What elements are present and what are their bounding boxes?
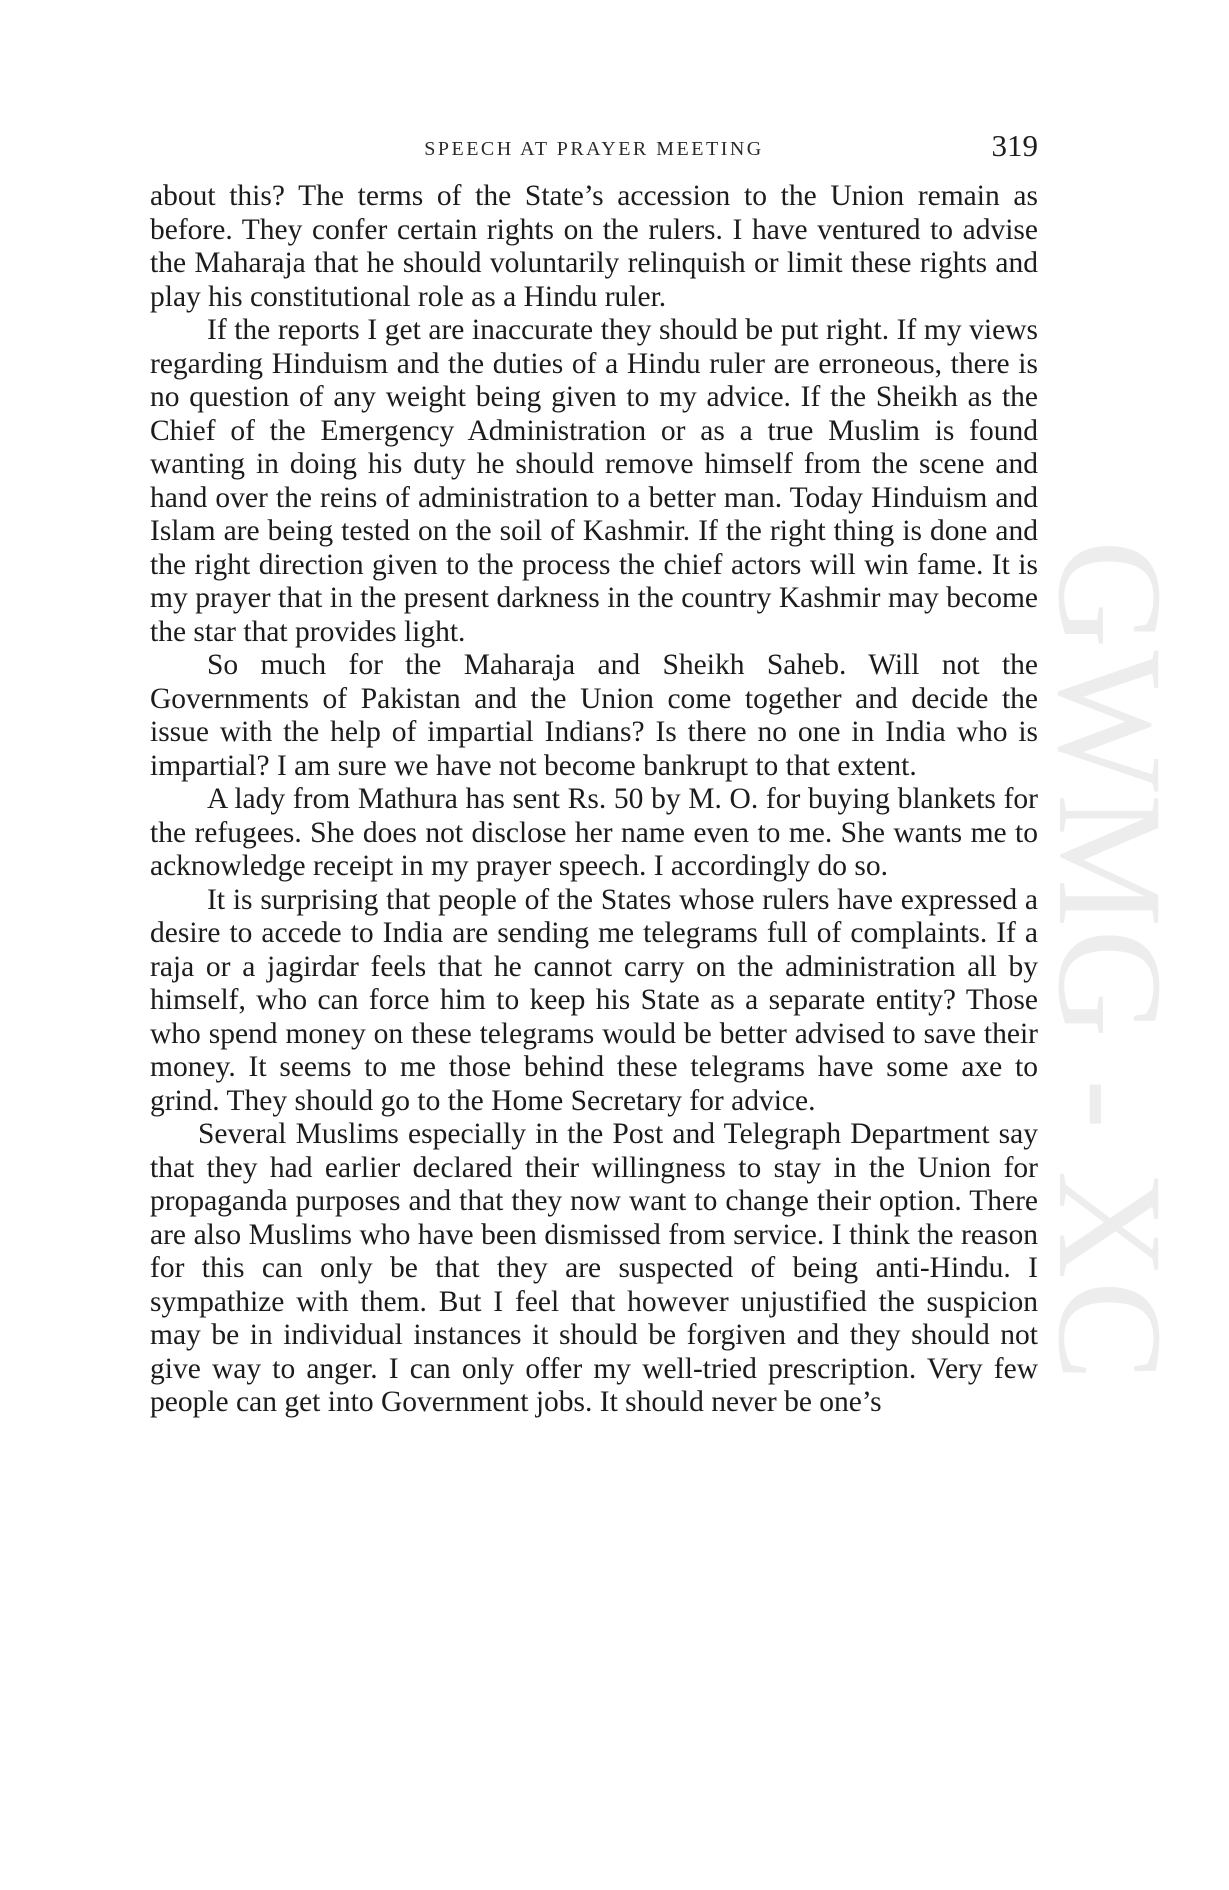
body-text — [150, 180, 1038, 1420]
watermark — [1027, 540, 1193, 1383]
running-head: SPEECH AT PRAYER MEETING — [424, 138, 764, 160]
paragraph-1: about this? The terms of the State’s accession to the Union remain as before. They confer certain rights on the rulers. I have ventured to advise the Maharaja that he should voluntarily relinquish or limit these rights and play his constitutional role as a Hindu ruler. — [150, 180, 1038, 313]
page-number: 319 — [991, 128, 1038, 163]
paragraph-6: Several Muslims especially in the Post and Telegraph Department say that they had earlier declared their willingness to stay in the Union for propaganda purposes and that they now want to change their option. There are also Muslims who have been dismissed from service. I think the reason for this can only be that they are suspected of being anti-Hindu. I sympathize with them. But I feel that however unjustified the suspicion may be in individual instances it should be forgiven and they should not give way to anger. I can only offer my well-tried prescription. Very few people can get into Government jobs. It should never be one’s — [150, 1118, 1038, 1418]
paragraph-4: A lady from Mathura has sent Rs. 50 by M. O. for buying blankets for the refugees. She does not disclose her name even to me. She wants me to acknowledge receipt in my prayer speech. I accordingly do so. — [150, 783, 1038, 882]
page-header — [150, 128, 1038, 168]
watermark-text: GWMG - XC — [1027, 540, 1193, 1383]
paragraph-2: If the reports I get are inaccurate they should be put right. If my views regarding Hinduism and the duties of a Hindu ruler are erroneous, there is no question of any weight being given to my advice. If the Sheikh as the Chief of the Emergency Administration or as a true Muslim is found wanting in doing his duty he should remove himself from the scene and hand over the reins of administration to a better man. Today Hinduism and Islam are being tested on the soil of Kashmir. If the right thing is done and the right direction given to the process the chief actors will win fame. It is my prayer that in the present darkness in the country Kashmir may become the star that provides light. — [150, 314, 1038, 648]
paragraph-3: So much for the Maharaja and Sheikh Saheb. Will not the Governments of Pakistan and the Union come together and decide the issue with the help of impartial Indians? Is there no one in India who is impartial? I am sure we have not become bankrupt to that extent. — [150, 649, 1038, 782]
paragraph-5: It is surprising that people of the States whose rulers have expressed a desire to accede to India are sending me telegrams full of complaints. If a raja or a jagirdar feels that he cannot carry on the administration all by himself, who can force him to keep his State as a separate entity? Those who spend money on these telegrams would be better advised to save their money. It seems to me those behind these telegrams have some axe to grind. They should go to the Home Secretary for advice. — [150, 883, 1038, 1117]
